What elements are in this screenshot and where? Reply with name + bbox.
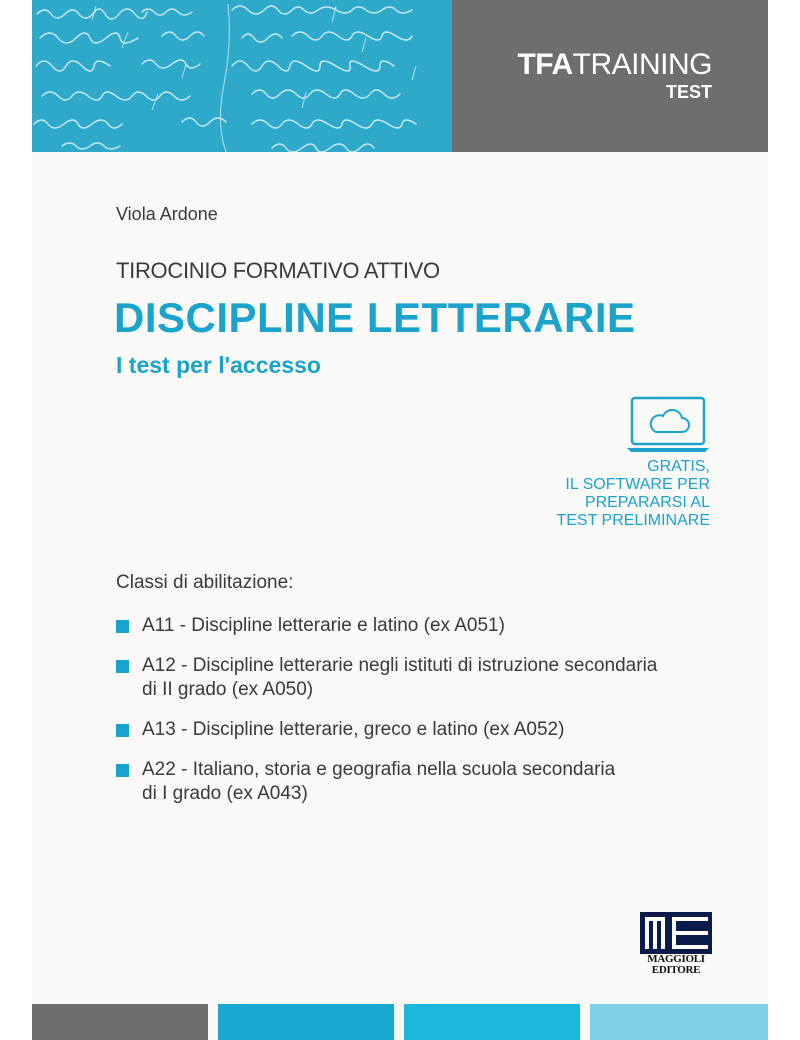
bottom-color-bar — [218, 1004, 394, 1040]
bullet-square-icon — [116, 764, 129, 777]
software-text — [556, 458, 710, 530]
class-item — [114, 614, 714, 638]
class-item-line: A11 - Discipline letterarie e latino (ex A051) — [142, 615, 505, 636]
software-line: PREPARARSI AL — [584, 494, 710, 511]
series-brand — [517, 48, 712, 82]
handwriting-header-image — [32, 0, 452, 152]
software-line: GRATIS, — [647, 458, 710, 475]
class-item — [114, 654, 714, 702]
brand-bold: TFA — [517, 48, 573, 81]
class-item-line-2: di II grado (ex A050) — [142, 679, 314, 700]
brand-sub: TEST — [665, 82, 712, 102]
bottom-color-bar — [404, 1004, 580, 1040]
brand-light: TRAINING — [572, 48, 712, 81]
classes-list — [114, 614, 714, 822]
class-item-line-2: di I grado (ex A043) — [142, 783, 308, 804]
bottom-color-bar — [32, 1004, 208, 1040]
publisher-logo-mark-icon — [640, 912, 712, 954]
software-line: IL SOFTWARE PER — [565, 476, 710, 493]
bottom-color-bar — [590, 1004, 768, 1040]
software-badge — [556, 396, 710, 542]
handwriting-illustration — [32, 0, 452, 152]
publisher-name-line1: MAGGIOLI — [647, 953, 705, 965]
publisher-logo — [640, 912, 712, 976]
classes-heading: Classi di abilitazione: — [116, 572, 294, 593]
series-brand-panel — [452, 0, 768, 152]
book-subtitle: I test per l'accesso — [116, 352, 321, 378]
bullet-square-icon — [116, 660, 129, 673]
bullet-square-icon — [116, 620, 129, 633]
author-name: Viola Ardone — [116, 204, 218, 224]
class-item — [114, 718, 714, 742]
class-item — [114, 758, 714, 806]
series-kicker: TIROCINIO FORMATIVO ATTIVO — [116, 258, 440, 283]
class-item-line: A13 - Discipline letterarie, greco e latino (ex A052) — [142, 719, 565, 740]
bullet-square-icon — [116, 724, 129, 737]
software-line: TEST PRELIMINARE — [556, 512, 710, 529]
class-item-line: A22 - Italiano, storia e geografia nella scuola secondaria — [142, 759, 616, 780]
book-title: DISCIPLINE LETTERARIE — [114, 294, 636, 341]
laptop-cloud-icon — [626, 396, 710, 454]
publisher-name-line2: EDITORE — [651, 964, 701, 976]
class-item-line: A12 - Discipline letterarie negli istituti di istruzione secondaria — [142, 655, 658, 676]
